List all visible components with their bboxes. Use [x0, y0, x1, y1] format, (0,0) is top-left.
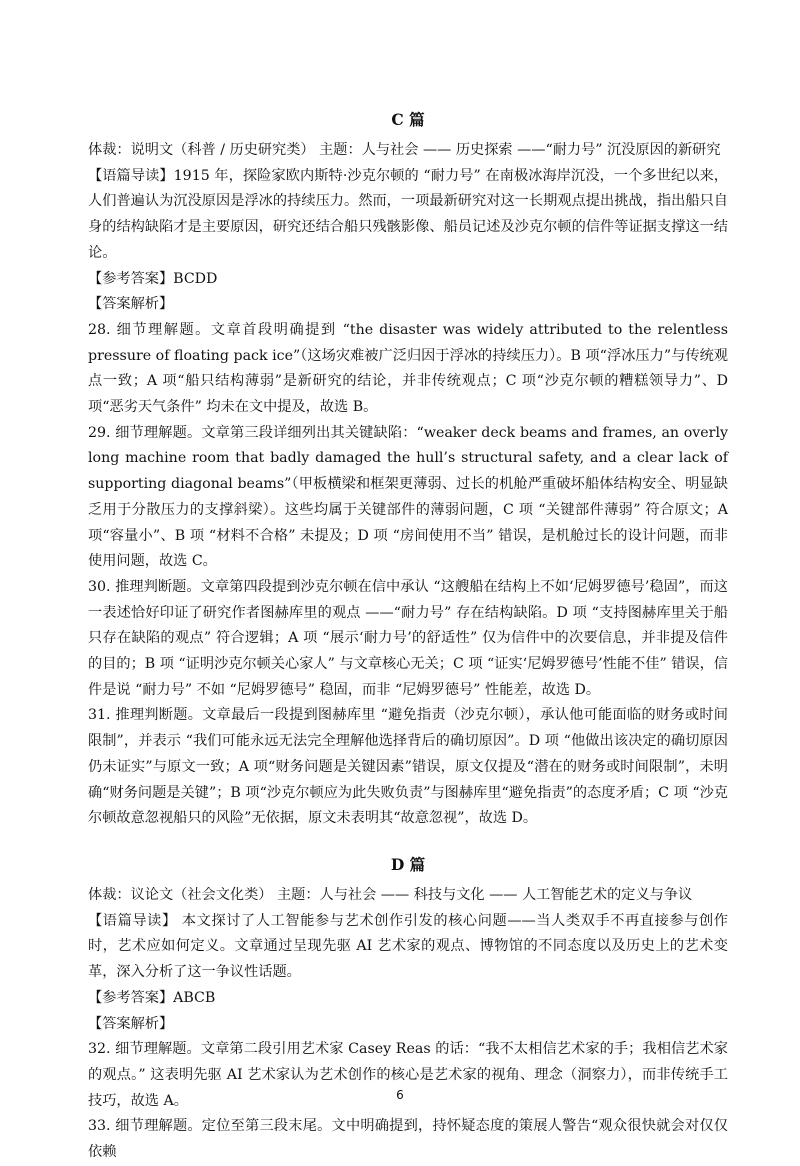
- question-31: 31. 推理判断题。文章最后一段提到图赫库里 “避免指责（沙克尔顿），承认他可能面临的财务或时间限制”，并表示 “我们可能永远无法完全理解他选择背后的确切原因”。D 项 “他做出该决定的确切原因仍未证实”与原文一致；A 项“财务问题是关键因素”错误，原文仅提及“潜在的财务或时间限制”，未明确“财务问题是关键”；B 项“沙克尔顿应为此失败负责”与图赫库里“避免指责”的态度矛盾；C 项 “沙克尔顿故意忽视船只的风险”无依据，原文未表明其“故意忽视”，故选 D。: [88, 707, 728, 827]
- section-d-analysis-label: 【答案解析】: [88, 1015, 174, 1032]
- question-28: 28. 细节理解题。文章首段明确提到 “the disaster was widely attributed to the relentless pressure of floating pack ice”（这场灾难被广泛归因于浮冰的持续压力）。B 项“浮冰压力”与传统观点一致；A 项“船只结构薄弱”是新研究的结论，并非传统观点；C 项“沙克尔顿的糟糕领导力”、D 项“恶劣天气条件” 均未在文中提及，故选 B。: [88, 321, 728, 416]
- section-c-intro: 【语篇导读】1915 年，探险家欧内斯特·沙克尔顿的 “耐力号” 在南极冰海岸沉没，一个多世纪以来，人们普遍认为沉没原因是浮冰的持续压力。然而，一项最新研究对这一长期观点提出挑战，指出船只自身的结构缺陷才是主要原因，研究还结合船只残骸影像、船员记述及沙克尔顿的信件等证据支撑这一结论。: [88, 167, 728, 261]
- section-d-intro: 【语篇导读】 本文探讨了人工智能参与艺术创作引发的核心问题——当人类双手不再直接参与创作时，艺术应如何定义。文章通过呈现先驱 AI 艺术家的观点、博物馆的不同态度以及历史上的艺术变革，深入分析了这一争议性话题。: [88, 912, 728, 981]
- section-d-genre: 体裁：议论文（社会文化类） 主题：人与社会 —— 科技与文化 —— 人工智能艺术的定义与争议: [88, 886, 693, 903]
- section-c-answer: 【参考答案】BCDD: [88, 270, 218, 287]
- section-d-answer: 【参考答案】ABCB: [88, 989, 216, 1006]
- question-29: 29. 细节理解题。文章第三段详细列出其关键缺陷：“weaker deck beams and frames, an overly long machine room that badly damaged the hull’s structural safety, and a clear lack of supporting diagonal beams”（甲板横梁和框架更薄弱、过长的机舱严重破坏船体结构安全、明显缺乏用于分散压力的支撑斜梁）。这些均属于关键部件的薄弱问题，C 项 “关键部件薄弱” 符合原文；A 项“容量小”、B 项 “材料不合格” 未提及；D 项 “房间使用不当” 错误，是机舱过长的设计问题，而非使用问题，故选 C。: [88, 424, 728, 570]
- page-content: [88, 108, 728, 1166]
- section-c-analysis-label: 【答案解析】: [88, 296, 174, 313]
- section-c-title: C 篇: [391, 110, 425, 129]
- section-c-genre: 体裁：说明文（科普 / 历史研究类） 主题：人与社会 —— 历史探索 ——“耐力号” 沉没原因的新研究: [88, 142, 721, 158]
- question-30: 30. 推理判断题。文章第四段提到沙克尔顿在信中承认 “这艘船在结构上不如‘尼姆罗德号’稳固”，而这一表述恰好印证了研究作者图赫库里的观点 ——“耐力号” 存在结构缺陷。D 项 “支持图赫库里关于船只存在缺陷的观点” 符合逻辑；A 项 “展示‘耐力号’的舒适性” 仅为信件中的次要信息，并非提及信件的目的；B 项 “证明沙克尔顿关心家人” 与文章核心无关；C 项 “证实‘尼姆罗德号’性能不佳” 错误，信件是说 “耐力号” 不如 “尼姆罗德号” 稳固，而非 “尼姆罗德号” 性能差，故选 D。: [88, 578, 728, 698]
- question-33: 33. 细节理解题。定位至第三段末尾。文中明确提到，持怀疑态度的策展人警告“观众很快就会对仅仅依赖: [88, 1118, 728, 1161]
- section-d-title: D 篇: [390, 854, 426, 874]
- question-32: 32. 细节理解题。文章第二段引用艺术家 Casey Reas 的话：“我不太相信艺术家的手；我相信艺术家的观点。” 这表明先驱 AI 艺术家认为艺术创作的核心是艺术家的视角、理念（洞察力），而非传统手工技巧，故选 A。: [88, 1041, 728, 1109]
- section-spacer: [88, 832, 728, 853]
- page-number: 6: [396, 1088, 404, 1102]
